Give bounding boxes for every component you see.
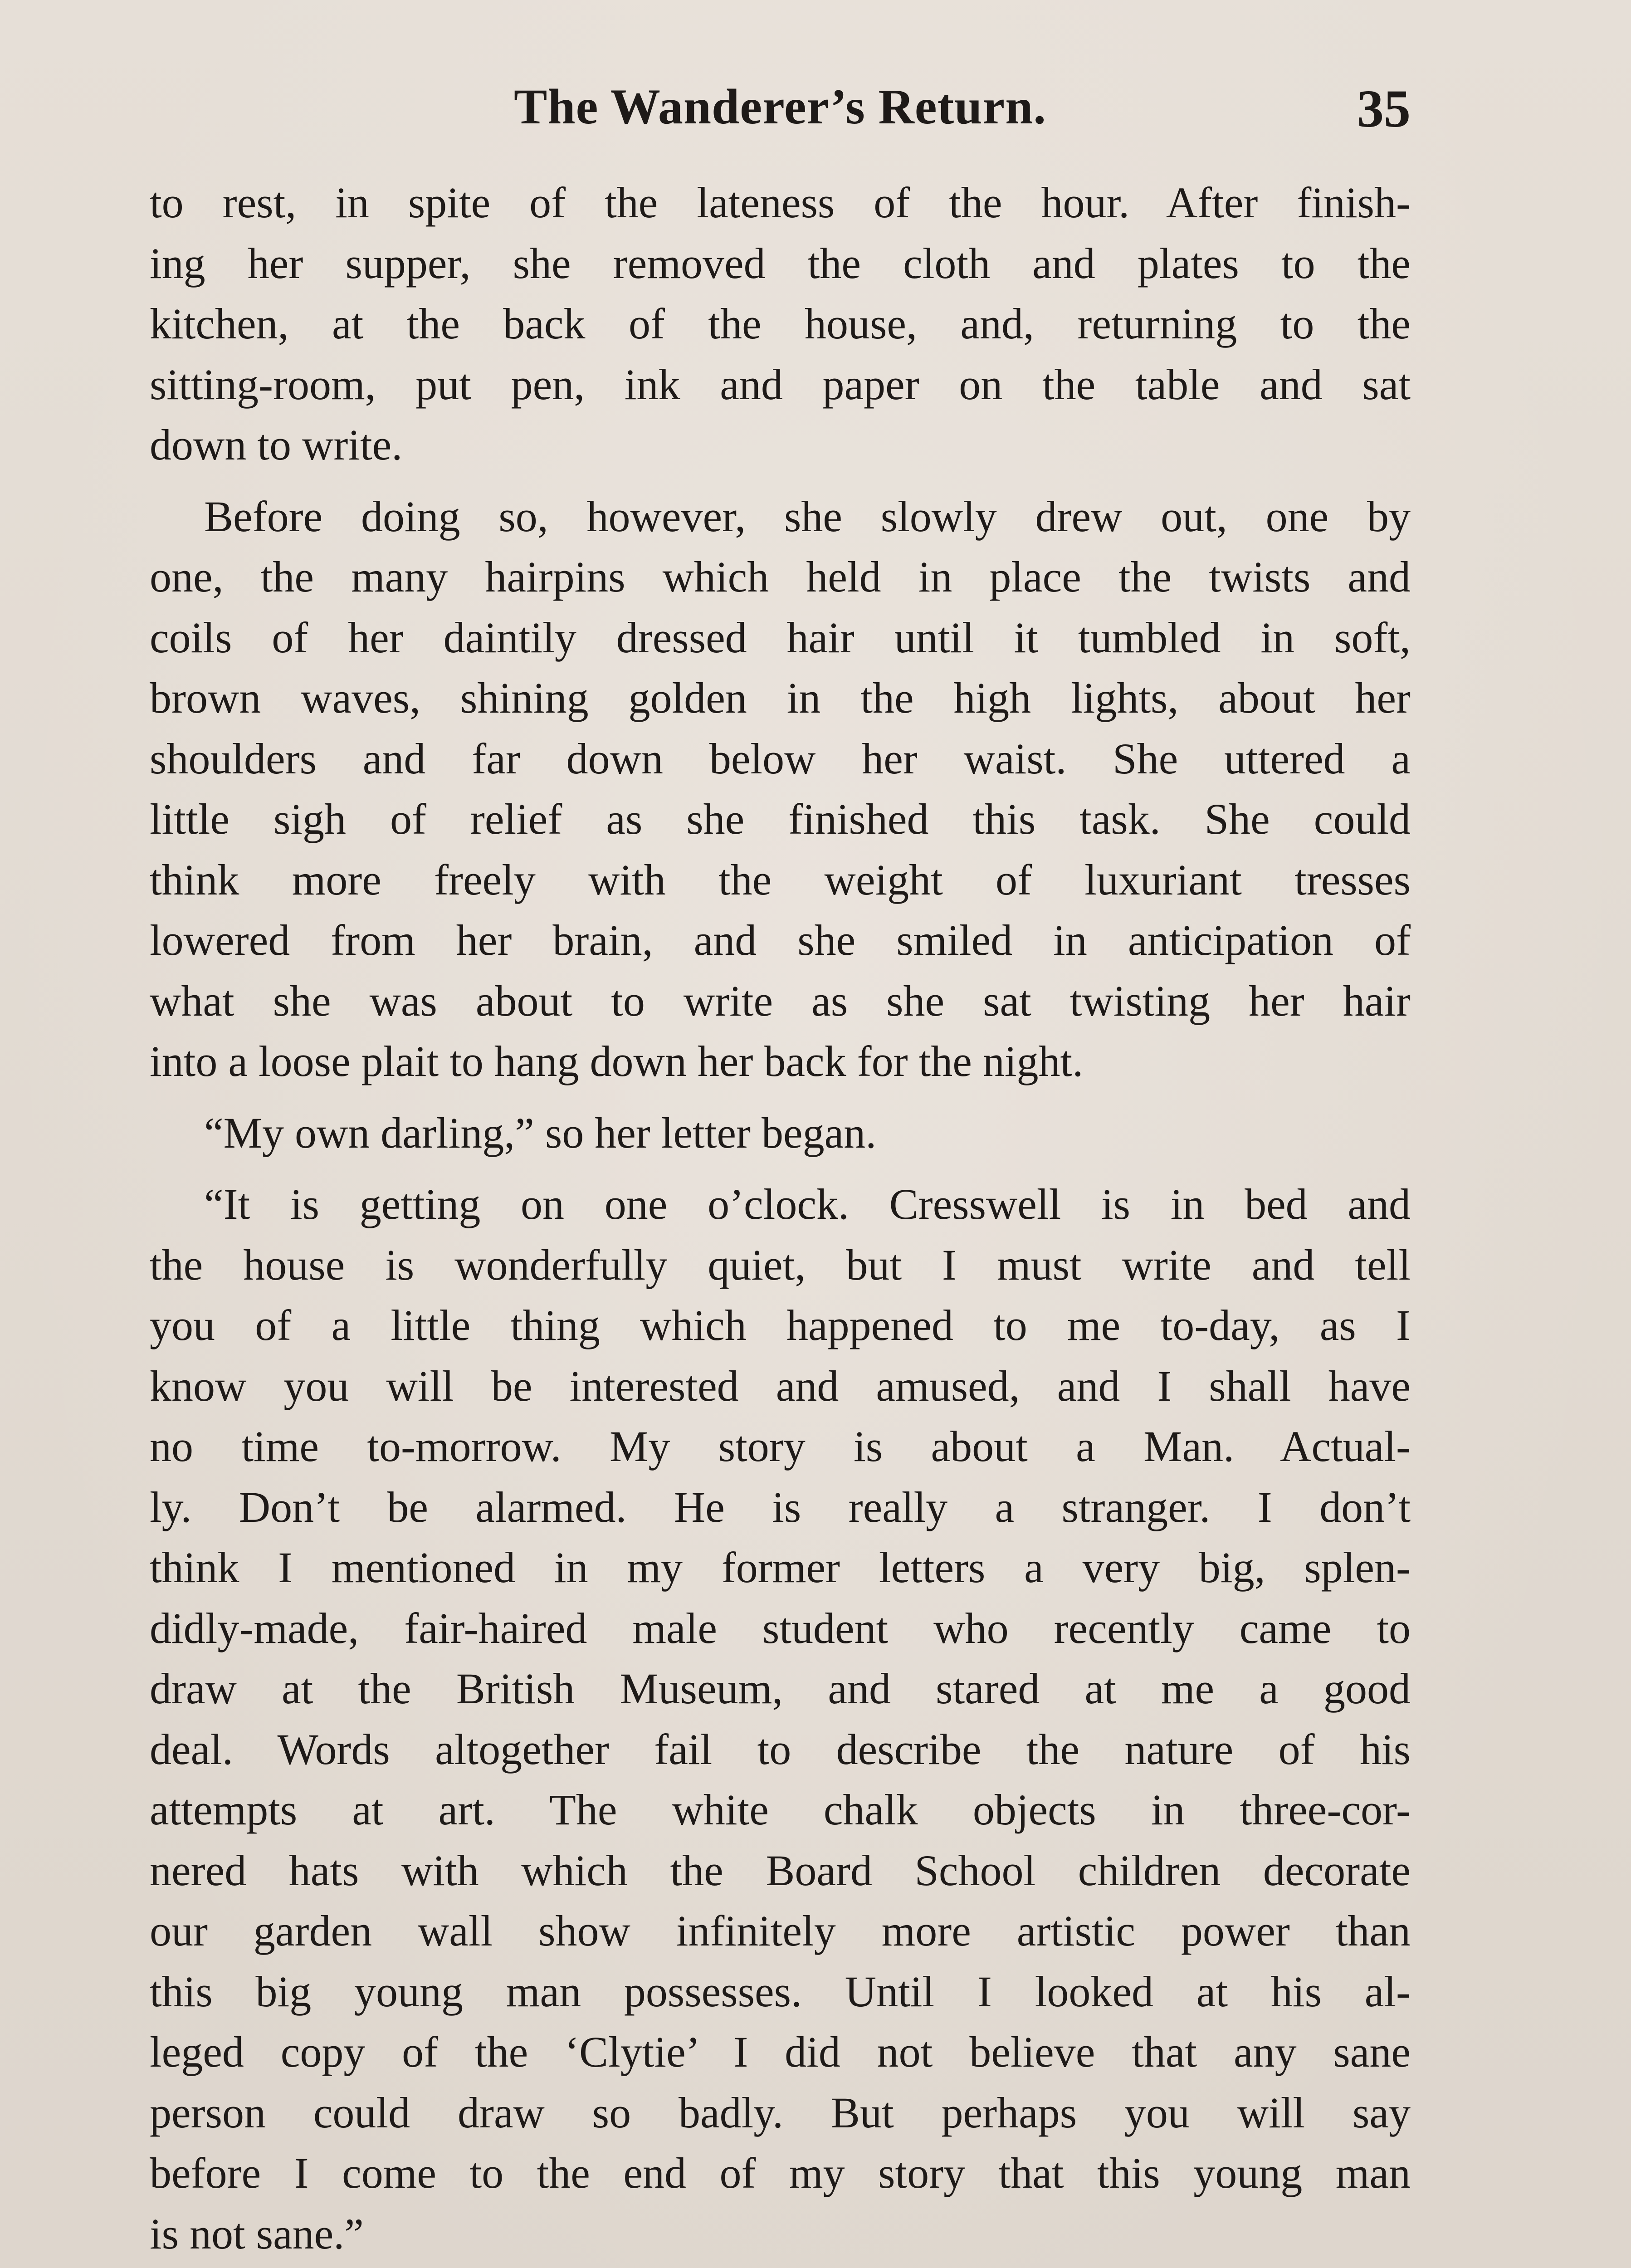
page-number: 35 bbox=[1357, 79, 1411, 138]
text-line: one, the many hairpins which held in place the twists and bbox=[150, 552, 1411, 601]
text-line: no time to-morrow. My story is about a Man. Actual- bbox=[150, 1422, 1411, 1471]
body-text bbox=[150, 172, 1411, 2264]
paragraph-1 bbox=[150, 172, 1411, 475]
text-line: shoulders and far down below her waist. She uttered a bbox=[150, 734, 1411, 783]
text-line: “My own darling,” so her letter began. bbox=[204, 1108, 877, 1157]
paragraph-2 bbox=[150, 486, 1411, 1092]
page-header bbox=[150, 68, 1411, 145]
text-line: before I come to the end of my story that this young man bbox=[150, 2149, 1411, 2197]
running-title: The Wanderer’s Return. bbox=[514, 79, 1046, 134]
text-line: what she was about to write as she sat twisting her hair bbox=[150, 976, 1411, 1025]
text-line: the house is wonderfully quiet, but I must write and tell bbox=[150, 1240, 1411, 1289]
text-line: “It is getting on one o’clock. Cresswell is in bed and bbox=[204, 1180, 1411, 1228]
text-line: nered hats with which the Board School children decorate bbox=[150, 1846, 1411, 1895]
text-line: attempts at art. The white chalk objects in three-cor- bbox=[150, 1785, 1411, 1834]
text-line: you of a little thing which happened to me to-day, as I bbox=[150, 1301, 1411, 1349]
text-line: brown waves, shining golden in the high lights, about her bbox=[150, 674, 1411, 722]
text-line: think more freely with the weight of luxuriant tresses bbox=[150, 855, 1411, 904]
paragraph-4 bbox=[150, 1174, 1411, 2264]
text-line: to rest, in spite of the lateness of the hour. After finish- bbox=[150, 178, 1411, 227]
text-line: ing her supper, she removed the cloth and plates to the bbox=[150, 239, 1411, 288]
text-line: leged copy of the ‘Clytie’ I did not believe that any sane bbox=[150, 2028, 1411, 2076]
text-line: ly. Don’t be alarmed. He is really a stranger. I don’t bbox=[150, 1482, 1411, 1531]
text-line: into a loose plait to hang down her back for the night. bbox=[150, 1037, 1084, 1085]
text-line: deal. Words altogether fail to describe the nature of his bbox=[150, 1725, 1411, 1774]
text-line: lowered from her brain, and she smiled in anticipation of bbox=[150, 916, 1411, 964]
text-line: kitchen, at the back of the house, and, returning to the bbox=[150, 299, 1411, 348]
text-line: little sigh of relief as she finished this task. She could bbox=[150, 795, 1411, 843]
text-line: sitting-room, put pen, ink and paper on the table and sat bbox=[150, 360, 1411, 409]
text-line: Before doing so, however, she slowly drew out, one by bbox=[204, 492, 1411, 541]
text-line: know you will be interested and amused, and I shall have bbox=[150, 1361, 1411, 1410]
text-line: our garden wall show infinitely more artistic power than bbox=[150, 1906, 1411, 1955]
text-line: is not sane.” bbox=[150, 2209, 364, 2258]
text-line: think I mentioned in my former letters a very big, splen- bbox=[150, 1543, 1411, 1592]
text-line: draw at the British Museum, and stared at me a good bbox=[150, 1664, 1411, 1713]
text-line: down to write. bbox=[150, 420, 403, 469]
paragraph-gap bbox=[150, 475, 1411, 486]
paragraph-3 bbox=[150, 1103, 1411, 1163]
text-line: person could draw so badly. But perhaps you will say bbox=[150, 2088, 1411, 2137]
text-line: this big young man possesses. Until I looked at his al- bbox=[150, 1967, 1411, 2016]
text-line: didly-made, fair-haired male student who recently came to bbox=[150, 1603, 1411, 1652]
text-line: coils of her daintily dressed hair until it tumbled in soft, bbox=[150, 613, 1411, 662]
paragraph-gap bbox=[150, 1163, 1411, 1174]
paragraph-gap bbox=[150, 1092, 1411, 1103]
